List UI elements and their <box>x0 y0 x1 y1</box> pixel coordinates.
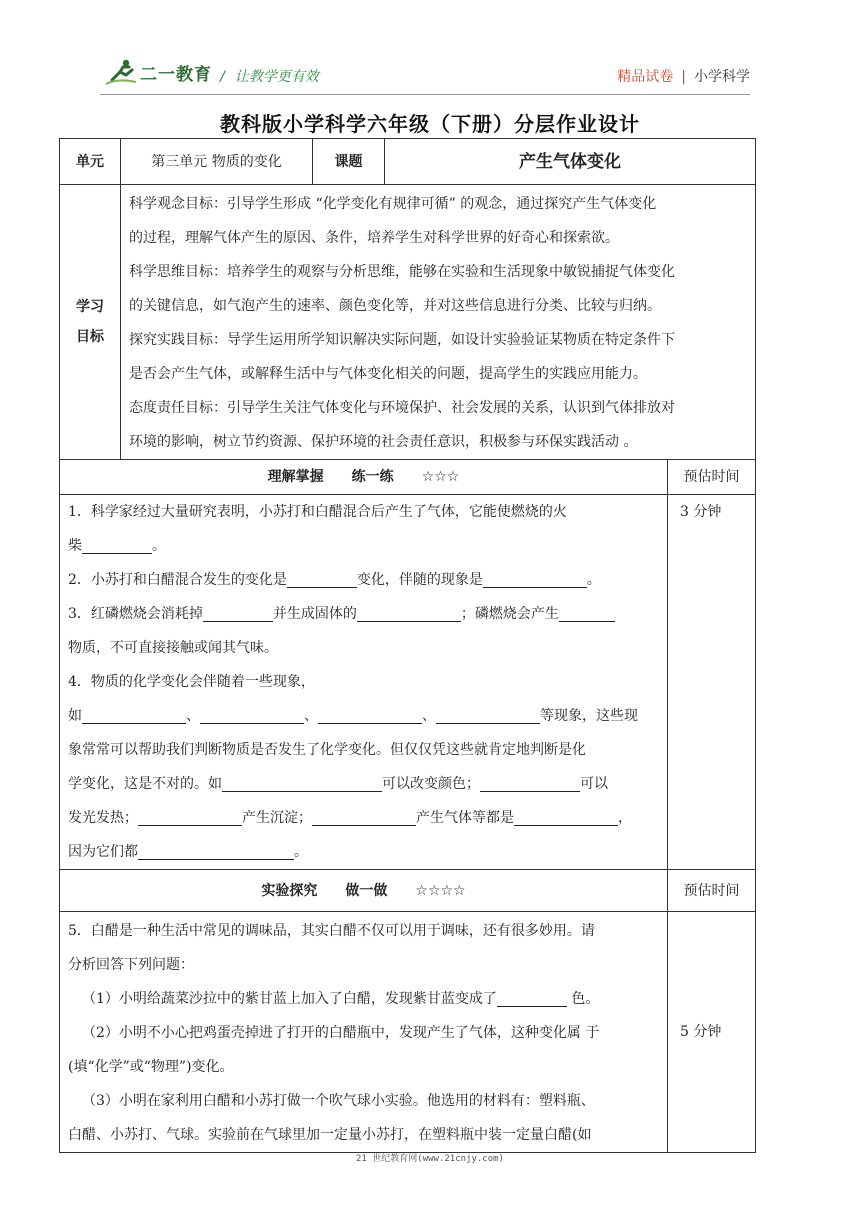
question-5-3: （3）小明在家利用白醋和小苏打做一个吹气球小实验。他选用的材料有：塑料瓶、 <box>82 1093 595 1109</box>
worksheet-table <box>59 138 756 1153</box>
objective-line: 是否会产生气体，或解释生活中与气体变化相关的问题，提高学生的实践应用能力。 <box>129 366 647 382</box>
question-5: 5．白醋是一种生活中常见的调味品，其实白醋不仅可以用于调味，还有很多妙用。请 分析回答下列问题： <box>68 923 595 973</box>
answer-blank[interactable] <box>200 703 304 724</box>
answer-blank[interactable] <box>357 601 461 622</box>
question-4: 4．物质的化学变化会伴随着一些现象， 如 、 、 、 等现象，这些现 象常常可以帮助我们判断物质是否发生了化学变化。但仅仅凭这些就肯定地判断是化 学变化，这是不对的。如 可以改变颜色； 可以 发光发热； 产生沉淀； 产生气体等都是 ， 因为它们都 。 <box>68 674 638 860</box>
answer-blank[interactable] <box>312 805 416 826</box>
estimated-time-label: 预估时间 <box>668 460 756 495</box>
header-separator: | <box>681 69 686 85</box>
page-header <box>60 56 750 96</box>
answer-blank[interactable] <box>222 771 382 792</box>
objective-line: 科学观念目标：引导学生形成 “化学变化有规律可循” 的观念，通过探究产生气体变化 <box>129 196 657 212</box>
section1-questions <box>60 495 668 870</box>
topic-label: 课题 <box>313 139 385 185</box>
answer-blank[interactable] <box>436 703 540 724</box>
section1-title: 理解掌握 练一练 ☆☆☆ <box>60 460 668 495</box>
star-rating: ☆☆☆ <box>421 469 460 485</box>
objective-line: 科学思维目标：培养学生的观察与分析思维，能够在实验和生活现象中敏锐捕捉气体变化 <box>129 264 675 280</box>
estimated-time-value: 5 分钟 <box>668 912 756 1153</box>
objectives-content <box>121 185 756 460</box>
objective-line: 探究实践目标：导学生运用所学知识解决实际问题，如设计实验验证某物质在特定条件下 <box>129 332 675 348</box>
page-title: 教科版小学科学六年级（下册）分层作业设计 <box>220 112 640 136</box>
slogan: / 让教学更有效 <box>220 69 319 85</box>
logo <box>104 58 212 86</box>
answer-blank[interactable] <box>287 567 357 588</box>
question-5-2-cont: (填“化学”或“物理”)变化。 <box>68 1059 234 1075</box>
topic-value: 产生气体变化 <box>385 139 756 185</box>
section2-header <box>60 870 756 912</box>
objectives-row <box>60 185 756 460</box>
header-subject: 小学科学 <box>694 69 750 85</box>
unit-value: 第三单元 物质的变化 <box>121 139 313 185</box>
header-rule <box>100 94 750 95</box>
question-2: 2．小苏打和白醋混合发生的变化是 变化，伴随的现象是 。 <box>68 563 659 597</box>
answer-blank[interactable] <box>82 703 186 724</box>
answer-blank[interactable] <box>82 533 152 554</box>
page-footer: 21 世纪教育网(www.21cnjy.com) <box>356 1154 504 1164</box>
star-rating: ☆☆☆☆ <box>415 882 466 899</box>
section1-header <box>60 460 756 495</box>
slogan-text: 让教学更有效 <box>234 69 319 85</box>
objective-line: 态度责任目标：引导学生关注气体变化与环境保护、社会发展的关系，认识到气体排放对 <box>129 400 675 416</box>
answer-blank[interactable] <box>559 601 615 622</box>
estimated-time-value: 3 分钟 <box>668 495 756 870</box>
objective-line: 的关键信息，如气泡产生的速率、颜色变化等，并对这些信息进行分类、比较与归纳。 <box>129 298 661 314</box>
answer-blank[interactable] <box>514 805 618 826</box>
header-tag: 精品试卷 <box>617 69 674 85</box>
section2-questions <box>60 912 668 1153</box>
logo-text: 二一教育 <box>140 64 212 85</box>
question-5-3-cont: 白醋、小苏打、气球。实验前在气球里加一定量小苏打，在塑料瓶中装一定量白醋(如 <box>68 1127 592 1143</box>
section2-title: 实验探究 做一做 ☆☆☆☆ <box>60 870 668 912</box>
answer-blank[interactable] <box>497 986 567 1007</box>
section1-body <box>60 495 756 870</box>
answer-blank[interactable] <box>480 771 580 792</box>
question-5-1: （1）小明给蔬菜沙拉中的紫甘蓝上加入了白醋，发现紫甘蓝变成了 色。 <box>68 982 659 1016</box>
answer-blank[interactable] <box>138 805 242 826</box>
answer-blank[interactable] <box>318 703 422 724</box>
runner-logo-icon <box>104 58 138 86</box>
unit-label: 单元 <box>60 139 121 185</box>
question-1: 1．科学家经过大量研究表明，小苏打和白醋混合后产生了气体，它能使燃烧的火 柴 。 <box>68 504 567 554</box>
objective-line: 的过程，理解气体产生的原因、条件，培养学生对科学世界的好奇心和探索欲。 <box>129 230 619 246</box>
objectives-label: 学习 目标 <box>60 185 121 460</box>
section2-body <box>60 912 756 1153</box>
answer-blank[interactable] <box>203 601 273 622</box>
question-5-2: （2）小明不小心把鸡蛋壳掉进了打开的白醋瓶中，发现产生了气体，这种变化属 于 <box>82 1025 600 1041</box>
answer-blank[interactable] <box>483 567 587 588</box>
answer-blank[interactable] <box>138 839 294 860</box>
estimated-time-label: 预估时间 <box>668 870 756 912</box>
header-right <box>617 66 750 86</box>
objective-line: 环境的影响，树立节约资源、保护环境的社会责任意识，积极参与环保实践活动 。 <box>129 434 638 450</box>
info-row <box>60 139 756 185</box>
question-3: 3．红磷燃烧会消耗掉 并生成固体的 ；磷燃烧会产生 物质，不可直接接触或闻其气味。 <box>68 597 659 665</box>
